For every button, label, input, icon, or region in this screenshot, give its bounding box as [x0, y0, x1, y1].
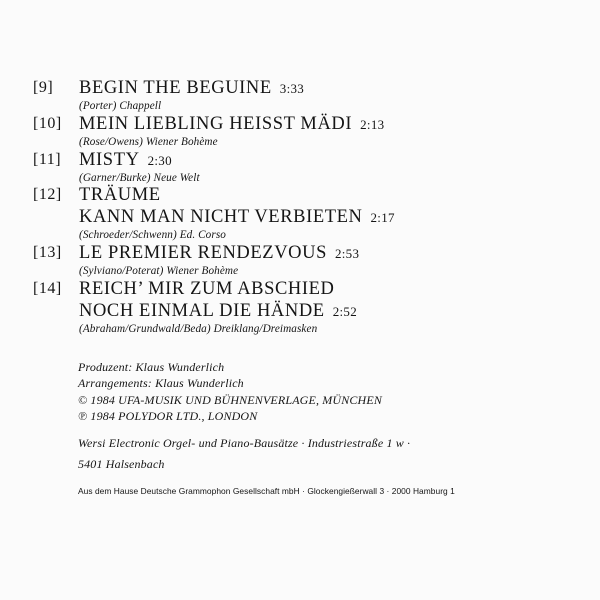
track-title: MISTY 2:30 [79, 150, 172, 170]
track-duration: 2:53 [334, 246, 360, 261]
track-credit: (Sylviano/Poterat) Wiener Bohème [79, 265, 239, 277]
track-number: [12] [33, 186, 62, 203]
copyright-notice: © 1984 UFA-MUSIK UND BÜHNENVERLAGE, MÜNCHEN [78, 393, 383, 407]
track-number: [9] [33, 79, 54, 96]
track-number: [13] [33, 244, 62, 261]
phonogram-notice: ℗ 1984 POLYDOR LTD., LONDON [78, 409, 258, 423]
track-title-line-1: REICH’ MIR ZUM ABSCHIED [79, 279, 335, 299]
track-number: [14] [33, 280, 62, 297]
wersi-notice-line-2: 5401 Halsenbach [78, 457, 165, 471]
track-credit: (Rose/Owens) Wiener Bohème [79, 136, 218, 148]
track-duration: 2:17 [370, 210, 395, 225]
wersi-notice-line-1: Wersi Electronic Orgel- und Piano-Bausätze · Industriestraße 1 w · [78, 436, 411, 450]
track-credit: (Porter) Chappell [79, 100, 162, 112]
track-duration: 3:33 [279, 81, 305, 96]
track-title-line-1: TRÄUME [79, 185, 161, 205]
track-number: [10] [33, 115, 62, 132]
track-credit: (Abraham/Grundwald/Beda) Dreiklang/Dreimasken [79, 323, 318, 335]
track-duration: 2:30 [147, 153, 172, 168]
publisher-footer: Aus dem Hause Deutsche Grammophon Gesellschaft mbH · Glockengießerwall 3 · 2000 Hamburg 1 [78, 486, 455, 496]
producer-credit: Produzent: Klaus Wunderlich [78, 360, 225, 374]
track-title-line-2: NOCH EINMAL DIE HÄNDE 2:52 [79, 301, 358, 321]
arrangements-credit: Arrangements: Klaus Wunderlich [78, 376, 244, 390]
track-title: MEIN LIEBLING HEISST MÄDI 2:13 [79, 114, 385, 134]
track-number: [11] [33, 151, 62, 168]
track-duration: 2:52 [332, 304, 358, 319]
track-title: BEGIN THE BEGUINE 3:33 [79, 78, 305, 98]
track-title: LE PREMIER RENDEZVOUS 2:53 [79, 243, 360, 263]
track-title-line-2: KANN MAN NICHT VERBIETEN 2:17 [79, 207, 395, 227]
track-credit: (Schroeder/Schwenn) Ed. Corso [79, 229, 226, 241]
track-credit: (Garner/Burke) Neue Welt [79, 172, 200, 184]
track-duration: 2:13 [360, 117, 385, 132]
